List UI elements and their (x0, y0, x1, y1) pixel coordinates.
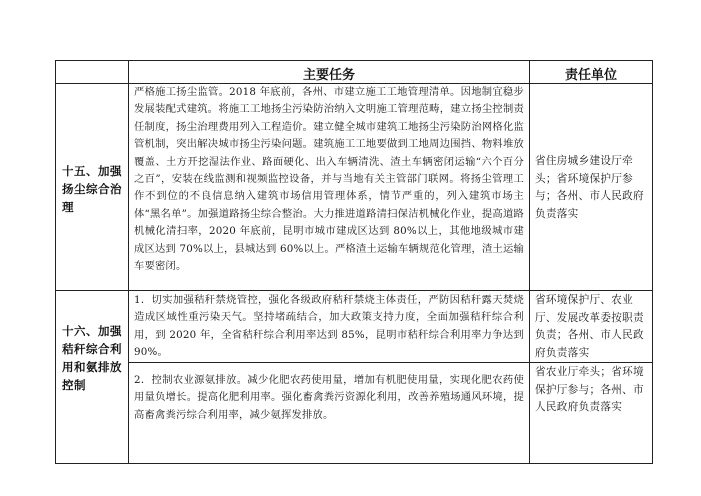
category-dust-control: 十五、加强扬尘综合治理 (62, 164, 122, 214)
task-ammonia-control: 2．控制农业源氨排放。减少化肥农药使用量，增加有机肥使用量，实现化肥农药使用量负增长。提高化肥利用率。强化畜禽粪污资源化利用，改善养殖场通风环境，提高畜禽粪污综合利用率，减少氨挥发排放。 (134, 374, 524, 421)
column-divider-responsible (529, 61, 530, 463)
task-dust-control: 严格施工扬尘监管。2018 年底前，各州、市建立施工工地管理清单。因地制宜稳步发展装配式建筑。将施工工地扬尘污染防治纳入文明施工管理范畴，建立扬尘控制责任制度，扬尘治理费用列入工程造价。建立健全城市建筑工地扬尘污染防治网格化监管机制，突出解决城市扬尘污染问题。建筑施工工地要做到工地周边围挡、物料堆放覆盖、土方开挖湿法作业、路面硬化、出入车辆清洗、渣土车辆密闭运输“六个百分之百”，安装在线监测和视频监控设备，并与当地有关主管部门联网。将扬尘管理工作不到位的不良信息纳入建筑市场信用管理体系，情节严重的，列入建筑市场主体“黑名单”。加强道路扬尘综合整治。大力推进道路清扫保洁机械化作业，提高道路机械化清扫率，2020 年底前，昆明市城市建成区达到 80%以上，其他地级城市建成区达到 70%以上，县城达到 60%以上。严格渣土运输车辆规范化管理，渣土运输车要密闭。 (134, 86, 524, 273)
section-divider (56, 290, 652, 291)
header-responsible: 责任单位 (564, 68, 617, 83)
task-straw-burning: 1．切实加强秸秆禁烧管控，强化各级政府秸秆禁烧主体责任，严防因秸秆露天焚烧造成区域性重污染天气。坚持堵疏结合，加大政策支持力度，全面加强秸秆综合利用，到 2020 年，全省秸秆综合利用率达到 85%，昆明市秸秆综合利用率力争达到 90%。 (134, 294, 524, 359)
header-task: 主要任务 (302, 68, 355, 83)
responsible-dust-control: 省住房城乡建设厅牵头；省环境保护厅参与；各州、市人民政府负责落实 (535, 155, 644, 220)
task-table (55, 60, 653, 464)
responsible-straw-burning: 省环境保护厅、农业厅、发展改革委按职责负责；各州、市人民政府负责落实 (535, 294, 644, 359)
category-straw-ammonia: 十六、加强秸秆综合利用和氨排放控制 (62, 324, 122, 392)
column-divider-category (128, 61, 129, 463)
responsible-ammonia-control: 省农业厅牵头；省环境保护厅参与；各州、市人民政府负责落实 (535, 366, 644, 414)
